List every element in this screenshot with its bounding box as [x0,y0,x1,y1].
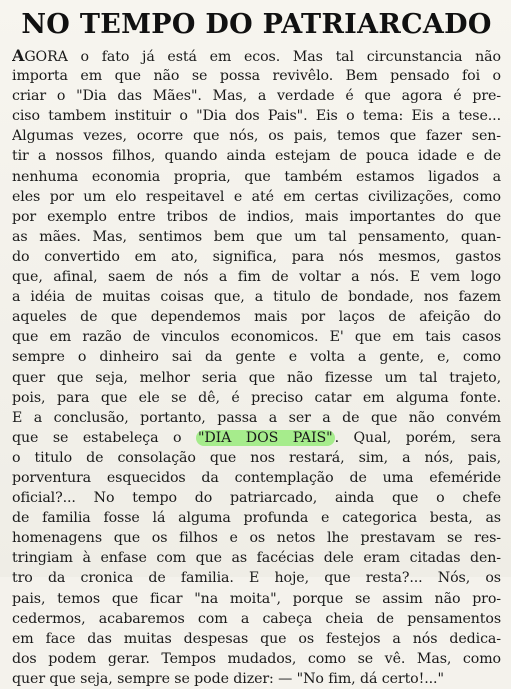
article-line-text: ciso tambem instituir o "Dia dos Pais". Eis o tema: Eis a tese... [12,108,501,125]
article-line-text: por exemplo entre tribos de indios, mais importantes do que [12,208,501,225]
article-line [12,46,501,66]
article-line-text: o titulo de consolação que nos restará, sim, a nós, pais, [12,449,501,466]
article-line [12,448,501,468]
article-line-text: pois, para que ele se dê, é preciso catar em alguma fonte. [12,389,501,406]
article-line [12,146,501,166]
article-line [12,528,501,548]
article-line [12,609,501,629]
article-line-text: do convertido em ato, significa, para nós mesmos, gastos [12,248,501,265]
article-line-text: nenhuma economia propria, que também estamos ligados a [12,168,501,185]
article-line [12,629,501,649]
article-line [12,167,501,187]
article-line-text: E a conclusão, portanto, passa a ser a de que não convém [12,409,501,426]
article-line [12,428,501,448]
article-line-text: quer que seja, melhor seria que não fizesse um tal trajeto, [12,369,501,386]
article-line-text: homenagens que os filhos e os netos lhe prestavam se res- [12,530,501,547]
article-line [12,66,501,86]
headline: NO TEMPO DO PATRIARCADO [21,9,492,40]
article-line-text: que em razão de vinculos economicos. E' que em tais casos [12,329,501,346]
article-line [12,669,501,689]
article-line-text: dos podem gerar. Tempos mudados, como se vê. Mas, como [12,650,501,667]
article-line-text: em face das muitas despesas que os festejos a nós dedica- [12,630,501,647]
article-line-text: tro da cronica de familia. E hoje, que resta?... Nós, os [12,570,501,587]
article-line-text: as mães. Mas, sentimos bem que um tal pensamento, quan- [12,228,501,245]
article-line [12,488,501,508]
article-line-text: pais, temos que ficar "na moita", porque se assim não pro- [12,590,501,607]
article-line-text: eles por um elo respeitavel e até em certas civilizações, como [12,188,501,205]
article-line-text: a idéia de muitas coisas que, a titulo de bondade, nos fazem [12,289,501,306]
article-line-text: importa em que não se possa revivêlo. Bem pensado foi o [12,68,501,85]
article-line [12,86,501,106]
article-line [12,649,501,669]
highlighted-phrase: "DIA DOS PAIS" [197,429,333,446]
article-line [12,247,501,267]
article-line [12,307,501,327]
article-line [12,368,501,388]
article-line [12,347,501,367]
article-line-text [12,46,501,65]
article-line [12,327,501,347]
article-line-text: oficial?... No tempo do patriarcado, ainda que o chefe [12,490,501,507]
article-line-text: que se estabeleça o [12,429,196,446]
article-line-text: quer que seja, sempre se pode dizer: — "No fim, dá certo!..." [12,670,444,687]
article-line-text: . Qual, porém, sera [334,429,501,446]
article-line-text: que, afinal, saem de nós a fim de voltar a nós. E vem logo [12,269,501,286]
article-line-text: Algumas vezes, ocorre que nós, os pais, temos que fazer sen- [12,128,501,145]
article-line-text: cedermos, acabaremos com a cabeça cheia de pensamentos [12,610,501,627]
article-line-text: de familia fosse lá alguma profunda e categorica besta, as [12,510,501,527]
article-line-text: GORA o fato já está em ecos. Mas tal circunstancia não [24,49,501,65]
article-line [12,388,501,408]
drop-cap: A [12,46,25,65]
article-line-text: tir a nossos filhos, quando ainda estejam de pouca idade e de [12,148,501,165]
article-line [12,508,501,528]
article-line [12,568,501,588]
article-line [12,287,501,307]
article-body [12,46,501,689]
article-line-text: aqueles de que dependemos mais por laços de afeição do [12,309,501,326]
article-line [12,187,501,207]
article-line [12,468,501,488]
article-line [12,207,501,227]
article-line [12,227,501,247]
article-line-text: criar o "Dia das Mães". Mas, a verdade é que agora é pre- [12,88,501,105]
article-line-text: sempre o dinheiro sai da gente e volta a gente, e, como [12,349,501,366]
article-line [12,126,501,146]
article-line-text: tringiam à enfase com que as facécias dele eram citadas den- [12,550,501,567]
article-line [12,408,501,428]
article-line [12,548,501,568]
article-line [12,589,501,609]
article-line [12,267,501,287]
article-line-text: porventura esquecidos da contemplação de uma efeméride [12,469,501,486]
article-line [12,106,501,126]
